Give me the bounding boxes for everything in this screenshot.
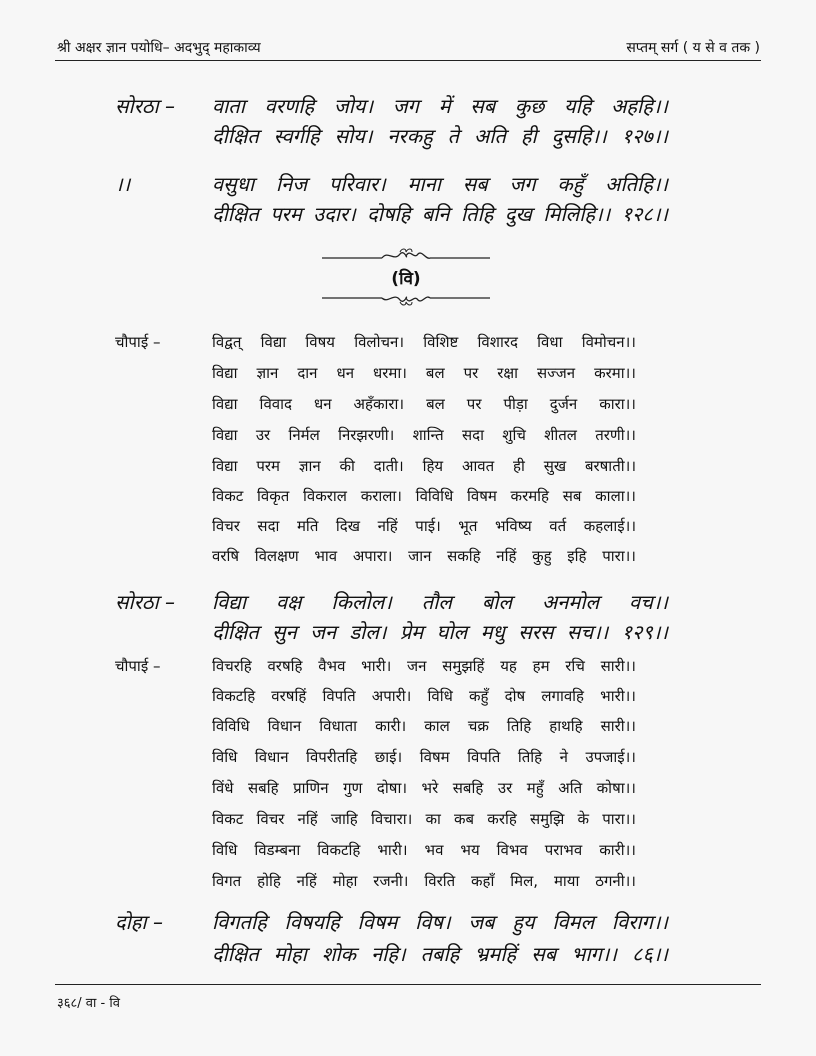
verse-line: वाता वरणहि जोय। जग में सब कुछ यहि अहहि।। [212,94,668,118]
verse-line: वसुधा निज परिवार। माना सब जग कहुँ अतिहि।। [212,172,668,196]
verse-label: सोरठा – [115,94,176,118]
book-title: श्री अक्षर ज्ञान पयोधि– अदभुद् महाकाव्य [57,40,261,56]
verse-line: विकटहि वरषहिं विपति अपारी। विधि कहुँ दोष लगावहि भारी।। [212,687,636,705]
verse-line: विधि विधान विपरीतहि छाई। विषम विपति तिहि ने उपजाई।। [212,748,636,766]
verse-line: विकट विकृत विकराल कराला। विविधि विषम करमहि सब काला।। [212,487,636,505]
section-heading: (वि) [391,269,421,289]
verse-line: विचरहि वरषहि वैभव भारी। जन समुझहिं यह हम रचि सारी।। [212,657,636,675]
page-number: ३६८/ वा - वि [57,996,120,1011]
verse-label: ।। [115,172,131,196]
verse-line: विद्या परम ज्ञान की दाती। हिय आवत ही सुख बरषाती।। [212,457,636,475]
verse-line: विद्या विवाद धन अहँकारा। बल पर पीड़ा दुर्जन कारा।। [212,395,636,413]
verse-line: विद्या वक्ष किलोल। तौल बोल अनमोल वच।। [212,590,668,614]
verse-line: दीक्षित मोहा शोक नहि। तबहि भ्रमहिं सब भाग।। ८६।। [212,942,668,966]
ornament-divider-top [322,246,490,264]
verse-line: विद्या उर निर्मल निरझरणी। शान्ति सदा शुचि शीतल तरणी।। [212,426,636,444]
verse-line: दीक्षित सुन जन डोल। प्रेम घोल मधु सरस सच।। १२९।। [212,620,668,644]
verse-line: विद्या ज्ञान दान धन धरमा। बल पर रक्षा सज्जन करमा।। [212,364,636,382]
verse-line: दीक्षित परम उदार। दोषहि बनि तिहि दुख मिलिहि।। १२८।। [212,202,668,226]
verse-line: विगतहि विषयहि विषम विष। जब हुय विमल विराग।। [212,910,668,934]
verse-line: विंधे सबहि प्राणिन गुण दोषा। भरे सबहि उर महुँ अति कोषा।। [212,779,636,797]
verse-label: चौपाई – [115,333,161,351]
chapter-title: सप्तम् सर्ग ( य से व तक ) [626,40,760,56]
header-rule [55,60,761,61]
ornament-divider-bottom [322,290,490,308]
verse-line: विकट विचर नहिं जाहि विचारा। का कब करहि समुझि के पारा।। [212,810,636,828]
verse-label: सोरठा – [115,590,176,614]
verse-label: दोहा – [115,910,163,934]
verse-line: विविधि विधान विधाता कारी। काल चक्र तिहि हाथहि सारी।। [212,717,636,735]
verse-line: दीक्षित स्वर्गहि सोय। नरकहु ते अति ही दुसहि।। १२७।। [212,124,668,148]
verse-line: विचर सदा मति दिख नहिं पाई। भूत भविष्य वर्त कहलाई।। [212,517,636,535]
verse-label: चौपाई – [115,657,161,675]
verse-line: विद्वत् विद्या विषय विलोचन। विशिष्ट विशारद विधा विमोचन।। [212,333,636,351]
verse-line: विगत होहि नहिं मोहा रजनी। विरति कहाँ मिल, माया ठगनी।। [212,872,636,890]
verse-line: विधि विडम्बना विकटहि भारी। भव भय विभव पराभव कारी।। [212,841,636,859]
verse-line: वरषि विलक्षण भाव अपारा। जान सकहि नहिं कुहु इहि पारा।। [212,547,636,565]
footer-rule [55,984,761,985]
